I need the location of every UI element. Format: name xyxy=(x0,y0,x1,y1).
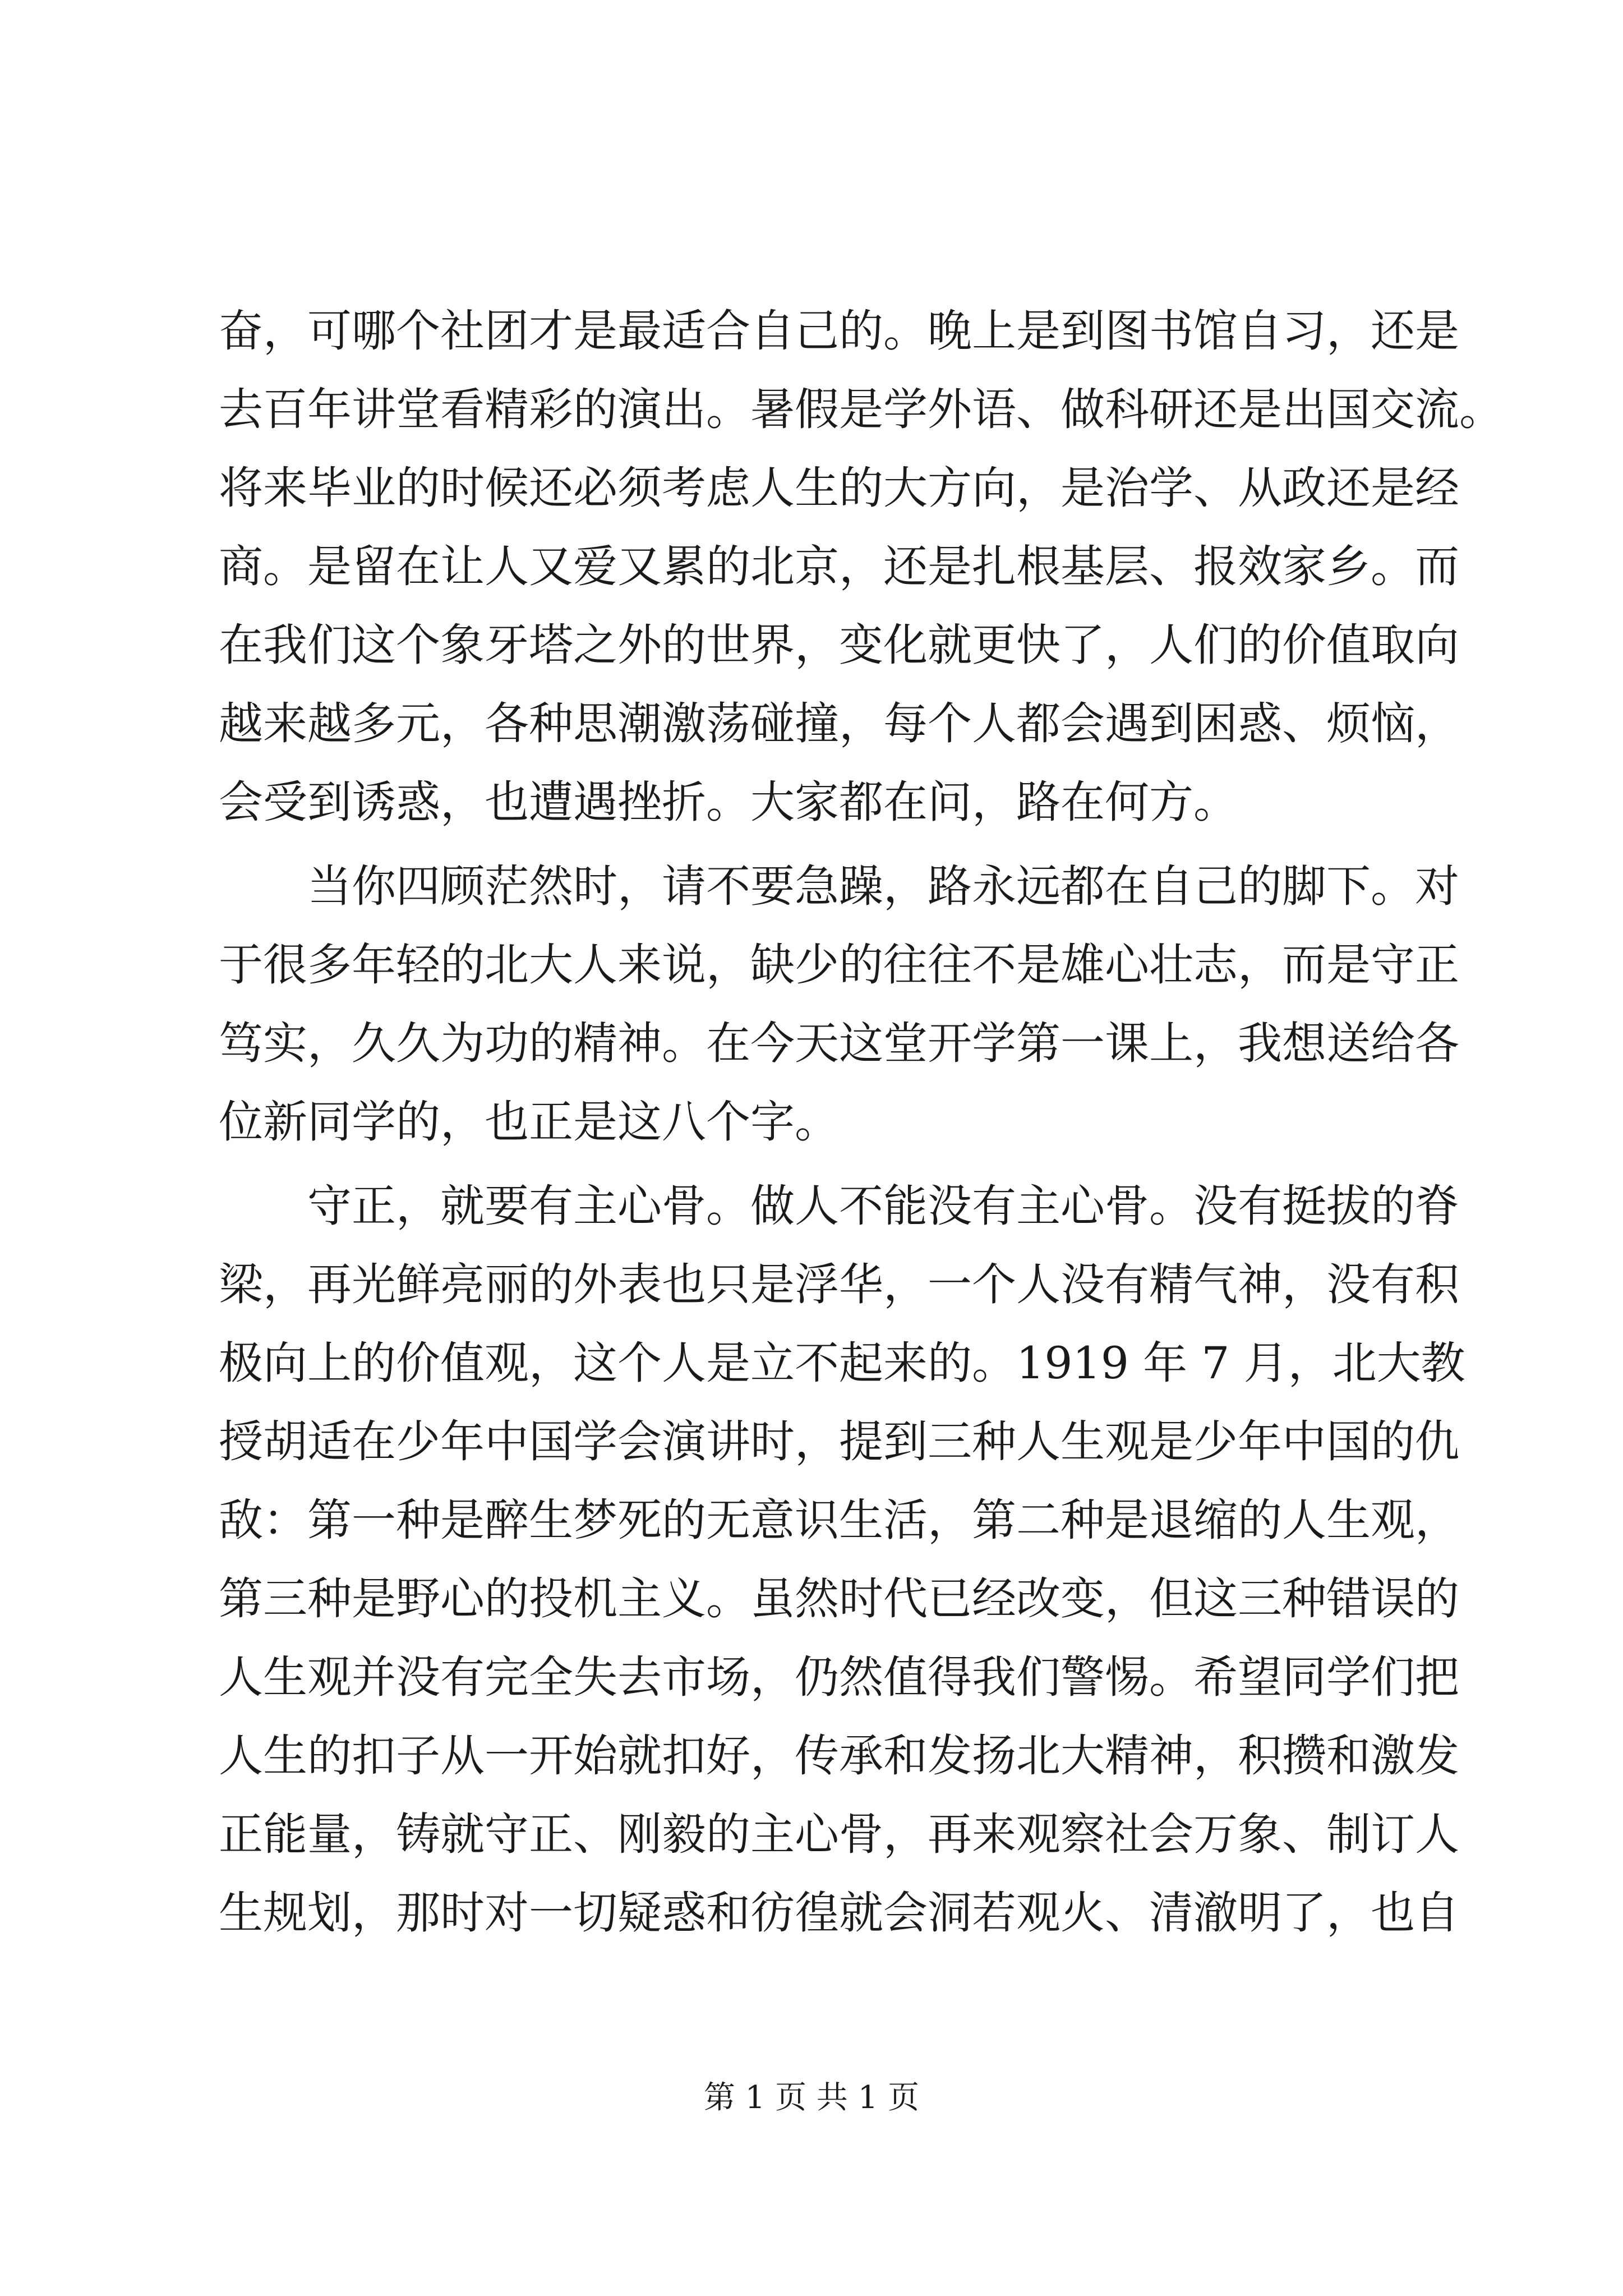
text-line: 越来越多元，各种思潮激荡碰撞，每个人都会遇到困惑、烦恼， xyxy=(219,698,1459,749)
text-line: 第三种是野心的投机主义。虽然时代已经改变，但这三种错误的 xyxy=(219,1573,1459,1625)
text-line: 敌：第一种是醉生梦死的无意识生活，第二种是退缩的人生观， xyxy=(219,1494,1459,1546)
text-line: 极向上的价值观，这个人是立不起来的。1919 年 7 月，北大教 xyxy=(219,1337,1465,1389)
text-line: 商。是留在让人又爱又累的北京，还是扎根基层、报效家乡。而 xyxy=(219,541,1459,592)
text-line: 将来毕业的时候还必须考虑人生的大方向，是治学、从政还是经 xyxy=(219,462,1459,514)
text-line: 人生观并没有完全失去市场，仍然值得我们警惕。希望同学们把 xyxy=(219,1651,1459,1703)
paragraph-first-line: 守正，就要有主心骨。做人不能没有主心骨。没有挺拔的脊 xyxy=(307,1180,1459,1232)
text-line: 去百年讲堂看精彩的演出。暑假是学外语、做科研还是出国交流。 xyxy=(219,384,1504,435)
text-line: 生规划，那时对一切疑惑和彷徨就会洞若观火、清澈明了，也自 xyxy=(219,1887,1459,1939)
text-line: 于很多年轻的北大人来说，缺少的往往不是雄心壮志，而是守正 xyxy=(219,939,1459,991)
text-line: 授胡适在少年中国学会演讲时，提到三种人生观是少年中国的仇 xyxy=(219,1416,1459,1467)
text-line: 正能量，铸就守正、刚毅的主心骨，再来观察社会万象、制订人 xyxy=(219,1809,1459,1860)
text-line: 位新同学的，也正是这八个字。 xyxy=(219,1096,839,1148)
page-footer: 第 1 页 共 1 页 xyxy=(703,2079,920,2116)
text-line: 梁，再光鲜亮丽的外表也只是浮华，一个人没有精气神，没有积 xyxy=(219,1259,1459,1310)
text-line: 会受到诱惑，也遭遇挫折。大家都在问，路在何方。 xyxy=(219,776,1238,828)
text-line: 在我们这个象牙塔之外的世界，变化就更快了，人们的价值取向 xyxy=(219,619,1459,671)
paragraph-first-line: 当你四顾茫然时，请不要急躁，路永远都在自己的脚下。对 xyxy=(307,861,1459,912)
text-line: 笃实，久久为功的精神。在今天这堂开学第一课上，我想送给各 xyxy=(219,1018,1459,1069)
text-line: 人生的扣子从一开始就扣好，传承和发扬北大精神，积攒和激发 xyxy=(219,1730,1459,1782)
text-line: 奋，可哪个社团才是最适合自己的。晚上是到图书馆自习，还是 xyxy=(219,305,1459,357)
